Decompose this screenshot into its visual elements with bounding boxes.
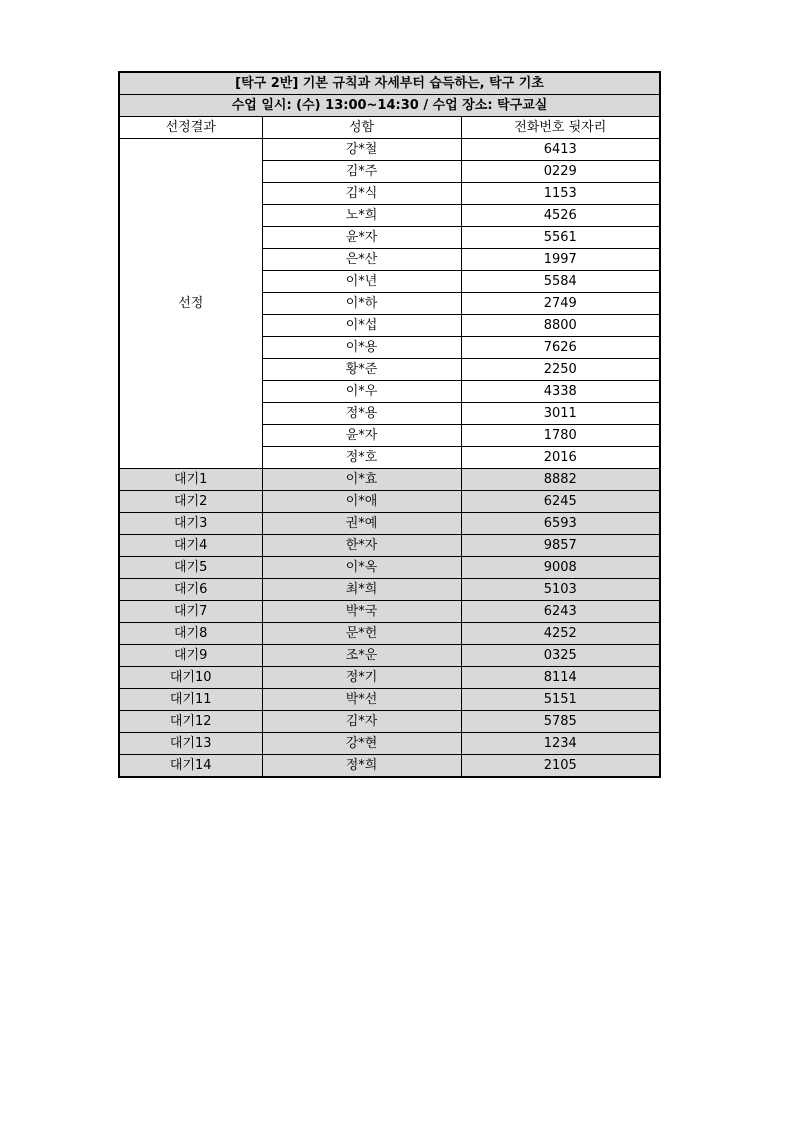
name-cell: 권*예 bbox=[262, 513, 461, 535]
phone-cell: 5151 bbox=[461, 689, 660, 711]
phone-cell: 6245 bbox=[461, 491, 660, 513]
name-cell: 한*자 bbox=[262, 535, 461, 557]
name-cell: 정*기 bbox=[262, 667, 461, 689]
result-cell: 대기4 bbox=[119, 535, 262, 557]
phone-cell: 9857 bbox=[461, 535, 660, 557]
table-row bbox=[119, 491, 660, 513]
phone-cell: 2105 bbox=[461, 755, 660, 778]
selected-group-label: 선정 bbox=[119, 139, 262, 469]
name-cell: 김*자 bbox=[262, 711, 461, 733]
name-cell: 이*옥 bbox=[262, 557, 461, 579]
phone-cell: 2016 bbox=[461, 447, 660, 469]
table-row bbox=[119, 755, 660, 778]
result-cell: 대기5 bbox=[119, 557, 262, 579]
class-schedule-info: 수업 일시: (수) 13:00~14:30 / 수업 장소: 탁구교실 bbox=[119, 95, 660, 117]
name-cell: 이*우 bbox=[262, 381, 461, 403]
name-cell: 은*산 bbox=[262, 249, 461, 271]
table-row bbox=[119, 469, 660, 491]
table-row bbox=[119, 513, 660, 535]
name-cell: 조*운 bbox=[262, 645, 461, 667]
phone-cell: 4526 bbox=[461, 205, 660, 227]
phone-cell: 4338 bbox=[461, 381, 660, 403]
name-cell: 이*애 bbox=[262, 491, 461, 513]
phone-cell: 2250 bbox=[461, 359, 660, 381]
name-cell: 강*철 bbox=[262, 139, 461, 161]
name-cell: 박*선 bbox=[262, 689, 461, 711]
phone-cell: 9008 bbox=[461, 557, 660, 579]
table-row bbox=[119, 623, 660, 645]
result-cell: 대기10 bbox=[119, 667, 262, 689]
name-cell: 정*용 bbox=[262, 403, 461, 425]
phone-cell: 6413 bbox=[461, 139, 660, 161]
result-cell: 대기13 bbox=[119, 733, 262, 755]
table-row bbox=[119, 711, 660, 733]
table-title: [탁구 2반] 기본 규칙과 자세부터 습득하는, 탁구 기초 bbox=[119, 72, 660, 95]
table-row bbox=[119, 139, 660, 161]
phone-cell: 6593 bbox=[461, 513, 660, 535]
result-cell: 대기1 bbox=[119, 469, 262, 491]
phone-cell: 4252 bbox=[461, 623, 660, 645]
subtitle-row bbox=[119, 95, 660, 117]
name-cell: 김*식 bbox=[262, 183, 461, 205]
name-cell: 이*섭 bbox=[262, 315, 461, 337]
result-cell: 대기8 bbox=[119, 623, 262, 645]
result-cell: 대기11 bbox=[119, 689, 262, 711]
phone-cell: 3011 bbox=[461, 403, 660, 425]
name-cell: 김*주 bbox=[262, 161, 461, 183]
name-cell: 황*준 bbox=[262, 359, 461, 381]
phone-cell: 5561 bbox=[461, 227, 660, 249]
name-cell: 최*희 bbox=[262, 579, 461, 601]
table-row bbox=[119, 733, 660, 755]
name-cell: 이*용 bbox=[262, 337, 461, 359]
result-cell: 대기12 bbox=[119, 711, 262, 733]
phone-cell: 6243 bbox=[461, 601, 660, 623]
name-cell: 이*효 bbox=[262, 469, 461, 491]
name-cell: 문*헌 bbox=[262, 623, 461, 645]
table-row bbox=[119, 557, 660, 579]
table-row bbox=[119, 689, 660, 711]
header-row bbox=[119, 117, 660, 139]
phone-cell: 0229 bbox=[461, 161, 660, 183]
phone-cell: 8800 bbox=[461, 315, 660, 337]
phone-cell: 5103 bbox=[461, 579, 660, 601]
column-header-phone: 전화번호 뒷자리 bbox=[461, 117, 660, 139]
name-cell: 이*년 bbox=[262, 271, 461, 293]
table-row bbox=[119, 535, 660, 557]
name-cell: 정*희 bbox=[262, 755, 461, 778]
table-row bbox=[119, 667, 660, 689]
column-header-name: 성함 bbox=[262, 117, 461, 139]
name-cell: 윤*자 bbox=[262, 425, 461, 447]
phone-cell: 5785 bbox=[461, 711, 660, 733]
phone-cell: 8882 bbox=[461, 469, 660, 491]
result-cell: 대기2 bbox=[119, 491, 262, 513]
result-cell: 대기9 bbox=[119, 645, 262, 667]
name-cell: 강*현 bbox=[262, 733, 461, 755]
result-cell: 대기3 bbox=[119, 513, 262, 535]
name-cell: 노*희 bbox=[262, 205, 461, 227]
name-cell: 정*호 bbox=[262, 447, 461, 469]
name-cell: 윤*자 bbox=[262, 227, 461, 249]
phone-cell: 8114 bbox=[461, 667, 660, 689]
result-cell: 대기6 bbox=[119, 579, 262, 601]
result-cell: 대기14 bbox=[119, 755, 262, 778]
phone-cell: 1997 bbox=[461, 249, 660, 271]
phone-cell: 7626 bbox=[461, 337, 660, 359]
phone-cell: 5584 bbox=[461, 271, 660, 293]
phone-cell: 2749 bbox=[461, 293, 660, 315]
table-row bbox=[119, 579, 660, 601]
result-cell: 대기7 bbox=[119, 601, 262, 623]
selection-result-table bbox=[118, 71, 661, 778]
name-cell: 이*하 bbox=[262, 293, 461, 315]
column-header-result: 선정결과 bbox=[119, 117, 262, 139]
table-row bbox=[119, 645, 660, 667]
phone-cell: 0325 bbox=[461, 645, 660, 667]
table-row bbox=[119, 601, 660, 623]
title-row bbox=[119, 72, 660, 95]
name-cell: 박*국 bbox=[262, 601, 461, 623]
phone-cell: 1153 bbox=[461, 183, 660, 205]
table-body bbox=[119, 72, 660, 777]
phone-cell: 1780 bbox=[461, 425, 660, 447]
phone-cell: 1234 bbox=[461, 733, 660, 755]
